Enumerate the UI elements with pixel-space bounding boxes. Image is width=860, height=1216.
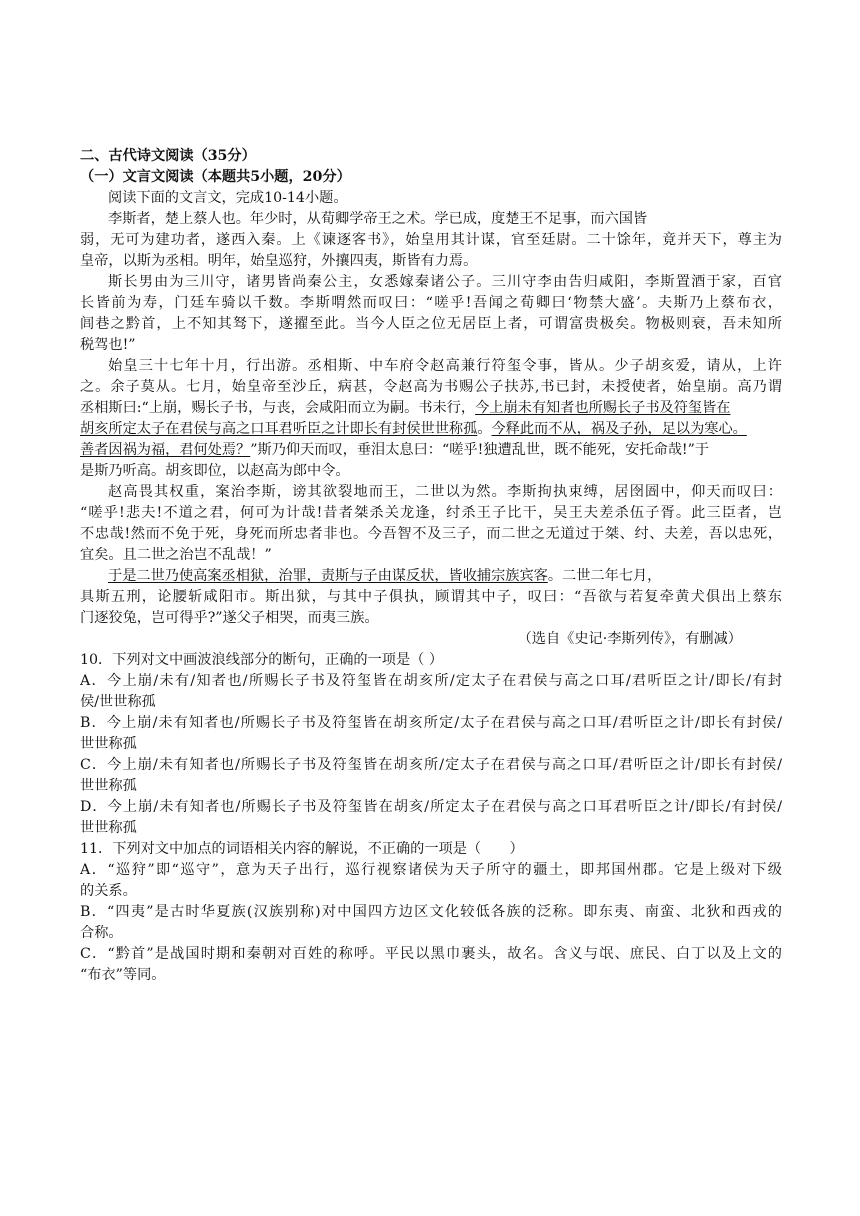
passage-line: 不忠哉!然而不免于死，身死而所忠者非也。今吾智不及三子，而二世之无道过于桀、纣、夫差，吾以忠死， <box>80 526 782 542</box>
q10-option-a: A．今上崩/未有/知者也/所赐长子书及符玺皆在胡亥所/定太子在君侯与高之口耳/君听臣之计/即长/有封 <box>80 673 782 689</box>
q10-option-b-cont: 世世称孤 <box>80 736 137 752</box>
passage-line: 弱，无可为建功者，遂西入秦。上《谏逐客书》，始皇用其计谋，官至廷尉。二十馀年，竟并天下，尊主为 <box>80 232 782 248</box>
passage-line: 门逐狡兔，岂可得乎?”遂父子相哭，而夷三族。 <box>80 610 379 626</box>
passage-line: 长皆前为寿，门廷车骑以千数。李斯喟然而叹曰：“嗟乎!吾闻之荀卿曰‘物禁大盛’。夫斯乃上蔡布衣， <box>80 295 782 311</box>
passage-line: 皇帝，以斯为丞相。明年，始皇巡狩，外攘四夷，斯皆有力焉。 <box>80 253 478 269</box>
passage-line: 之。余子莫从。七月，始皇帝至沙丘，病甚，令赵高为书赐公子扶苏,书已封，未授使者，始皇崩。高乃谓 <box>80 379 782 395</box>
document-content <box>80 146 782 986</box>
q11-option-c-cont: “布衣”等同。 <box>80 967 166 983</box>
passage-line: 赵高畏其权重，案治李斯，谤其欲裂地而王，二世以为然。李斯拘执束缚，居囹圄中，仰天而叹曰： <box>108 484 782 500</box>
passage-line: 闾巷之黔首，上不知其驽下，遂擢至此。当今人臣之位无居臣上者，可谓富贵极矣。物极则衰，吾未知所 <box>80 316 782 332</box>
passage-text: ”斯乃仰天而叹，垂泪太息曰：“嗟乎!独遭乱世，既不能死，安托命哉!”于 <box>250 442 710 458</box>
section-title: 二、古代诗文阅读（35分） <box>80 148 256 164</box>
passage-line <box>80 398 782 419</box>
passage-line <box>80 440 782 461</box>
passage-line: 是斯乃听高。胡亥即位，以赵高为郎中令。 <box>80 463 350 479</box>
wavy-underlined-text: 胡亥所定太子在君侯与高之口耳君听臣之计即长有封侯世世称孤 <box>80 421 478 437</box>
passage-line <box>80 566 782 587</box>
passage-line: 斯长男由为三川守，诸男皆尚秦公主，女悉嫁秦诸公子。三川守李由告归咸阳，李斯置酒于家，百官 <box>108 274 782 290</box>
passage-line: 税驾也!” <box>80 337 136 353</box>
q10-option-c: C．今上崩/未有知者也/所赐长子书及符玺皆在胡亥所/定太子在君侯与高之口耳/君听臣之计/即长有封侯/ <box>80 757 782 773</box>
passage-line: 宜矣。且二世之治岂不乱哉！” <box>80 547 272 563</box>
passage-line: 始皇三十七年十月，行出游。丞相斯、中车府令赵高兼行符玺令事，皆从。少子胡亥爱，请从，上许 <box>108 358 782 374</box>
question-11-stem: 11．下列对文中加点的词语相关内容的解说，不正确的一项是（ ） <box>80 841 524 857</box>
wavy-underlined-text: 今上崩未有知者也所赐长子书及符玺皆在 <box>475 400 731 416</box>
passage-line: “嗟乎!悲夫!不道之君，何可为计哉!昔者桀杀关龙逢，纣杀王子比干，吴王夫差杀伍子胥。此三臣者，岂 <box>80 505 782 521</box>
passage-line: 李斯者，楚上蔡人也。年少时，从荀卿学帝王之术。学已成，度楚王不足事，而六国皆 <box>108 211 648 227</box>
source-citation: （选自《史记·李斯列传》，有删减） <box>517 631 742 647</box>
underlined-sentence: 于是二世乃使高案丞相狱，治罪，责斯与子由谋反状，皆收捕宗族宾客 <box>108 568 548 584</box>
passage-line: 具斯五刑，论腰斩咸阳市。斯出狱，与其中子俱执，顾谓其中子，叹曰：“吾欲与若复牵黄犬俱出上蔡东 <box>80 589 782 605</box>
q10-option-d-cont: 世世称孤 <box>80 820 137 836</box>
instruction: 阅读下面的文言文，完成10-14小题。 <box>108 190 348 206</box>
q10-option-a-cont: 侯/世世称孤 <box>80 694 156 710</box>
underlined-sentence: 善者因祸为福，君何处焉？ <box>80 442 251 458</box>
q11-option-c: C．“黔首”是战国时期和秦朝对百姓的称呼。平民以黑巾裹头，故名。含义与氓、庶民、白丁以及上文的 <box>80 946 782 962</box>
sub-title: （一）文言文阅读（本题共5小题，20分） <box>80 169 351 185</box>
q11-option-a-cont: 的关系。 <box>80 883 137 899</box>
underlined-sentence: 今释此而不从，祸及子孙，足以为寒心。 <box>491 421 747 437</box>
q11-option-b: B．“四夷”是古时华夏族(汉族别称)对中国四方边区文化较低各族的泛称。即东夷、南蛮、北狄和西戎的 <box>80 904 782 920</box>
q10-option-d: D．今上崩/未有知者也/所赐长子书及符玺皆在胡亥/所定太子在君侯与高之口耳君听臣之计/即长/有封侯/ <box>80 799 782 815</box>
question-10-stem: 10．下列对文中画波浪线部分的断句，正确的一项是（ ） <box>80 652 444 668</box>
q10-option-b: B．今上崩/未有知者也/所赐长子书及符玺皆在胡亥所定/太子在君侯与高之口耳/君听臣之计/即长有封侯/ <box>80 715 782 731</box>
passage-text: 。二世二年七月， <box>547 568 662 584</box>
q11-option-b-cont: 合称。 <box>80 925 123 941</box>
passage-text: 丞相斯曰:“上崩，赐长子书，与丧，会咸阳而立为嗣。书未行， <box>80 400 476 416</box>
q11-option-a: A．“巡狩”即“巡守”，意为天子出行，巡行视察诸侯为天子所守的疆土，即邦国州郡。它是上级对下级 <box>80 862 782 878</box>
passage-line <box>80 419 782 440</box>
q10-option-c-cont: 世世称孤 <box>80 778 137 794</box>
passage-text: 。 <box>477 421 492 437</box>
